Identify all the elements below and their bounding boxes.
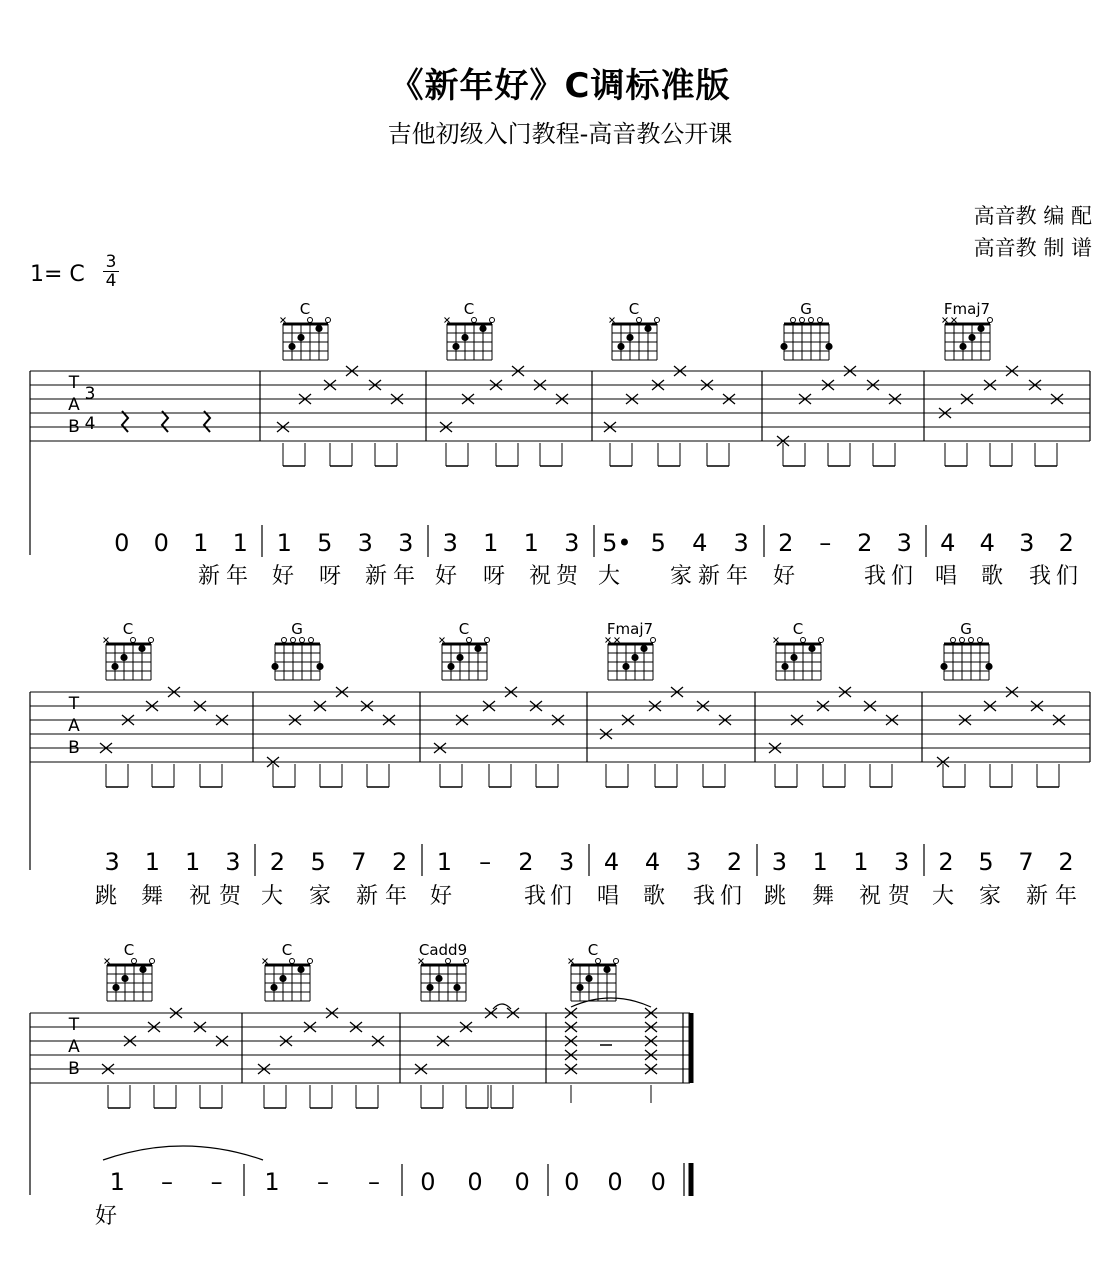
- chord-name: G: [291, 620, 303, 638]
- lyric-syllable: 祝: [528, 564, 551, 589]
- numbered-note: –: [317, 1168, 329, 1196]
- lyric-syllable: 歌: [642, 884, 665, 909]
- numbered-note: 2: [1058, 529, 1074, 557]
- lyric-syllable: 我: [523, 884, 546, 909]
- chord-name: C: [587, 941, 599, 959]
- numbered-note: 1: [812, 848, 828, 876]
- tab-staff-2: [30, 692, 1090, 762]
- lyric-syllable: 们: [890, 564, 913, 589]
- time-signature-top: 3: [105, 252, 117, 272]
- lyric-syllable: 我: [1028, 564, 1051, 589]
- lyric-syllable: 贺: [218, 884, 241, 909]
- numbered-note: 1: [184, 848, 201, 876]
- lyric-syllable: 家: [308, 884, 331, 909]
- numbered-note: 2: [269, 848, 286, 876]
- chord-name: Fmaj7: [606, 620, 654, 638]
- numbered-note: 2: [1058, 848, 1074, 876]
- lyric-syllable: 好: [434, 564, 457, 589]
- chord-name: Fmaj7: [943, 300, 991, 318]
- numbered-note: 3: [357, 529, 373, 557]
- numbered-note: 1: [109, 1168, 125, 1196]
- chord-diagram: [610, 300, 660, 360]
- numbered-note: 5: [650, 529, 666, 557]
- lyric-syllable: 跳: [763, 884, 786, 909]
- numbered-note: 0: [467, 1168, 483, 1196]
- numbered-note: 0: [114, 529, 130, 557]
- numbered-note: 0: [153, 529, 169, 557]
- song-title: 《新年好》C调标准版: [389, 66, 731, 106]
- rest-symbol: [162, 411, 168, 432]
- chord-name: C: [122, 620, 134, 638]
- numbered-note: 1: [853, 848, 869, 876]
- chord-diagram: [445, 300, 495, 360]
- lyric-syllable: 们: [549, 884, 572, 909]
- lyric-syllable: 呀: [482, 564, 505, 589]
- transcriber-credit: 高音教 制 谱: [973, 236, 1092, 260]
- numbered-note: 1: [193, 529, 209, 557]
- chord-diagram: [263, 941, 313, 1001]
- numbered-note: 1: [483, 529, 499, 557]
- tab-label: T: [68, 1015, 80, 1035]
- numbered-note: 1: [436, 848, 453, 876]
- rest-symbol: [204, 411, 210, 432]
- lyric-syllable: 大: [597, 564, 620, 589]
- numbered-note: 7: [351, 848, 367, 876]
- rest-symbol: [122, 411, 128, 432]
- numbered-note: 3: [733, 529, 749, 557]
- numbered-note: 3: [225, 848, 241, 876]
- lyric-syllable: 歌: [980, 564, 1003, 589]
- numbered-note: 3: [893, 848, 910, 876]
- lyric-syllable: 家: [669, 564, 692, 589]
- chord-diagram: [569, 941, 619, 1001]
- song-subtitle: 吉他初级入门教程-高音教公开课: [387, 120, 733, 148]
- numbered-note: 0: [607, 1168, 623, 1196]
- numbered-note: 1: [264, 1168, 280, 1196]
- lyric-syllable: 新: [697, 564, 720, 589]
- numbered-note: 1: [276, 529, 292, 557]
- numbered-note: 3: [771, 848, 788, 876]
- numbered-note: 0: [650, 1168, 666, 1196]
- lyric-syllable: 家: [978, 884, 1001, 909]
- lyric-syllable: 年: [725, 564, 748, 589]
- numbered-note: 2: [857, 529, 873, 557]
- chord-diagram: [780, 300, 832, 360]
- numbered-note: 3: [558, 848, 575, 876]
- numbered-note: 7: [1018, 848, 1034, 876]
- chord-name: C: [281, 941, 293, 959]
- numbered-note: 2: [518, 848, 534, 876]
- chord-diagram: [943, 300, 993, 360]
- slur: [103, 1146, 263, 1160]
- lyric-syllable: 们: [1055, 564, 1078, 589]
- tab-label: A: [68, 1037, 80, 1057]
- numbered-note: 4: [940, 529, 956, 557]
- numbered-note: 5: [978, 848, 994, 876]
- lyric-syllable: 舞: [811, 884, 834, 909]
- numbered-note: 0: [420, 1168, 436, 1196]
- time-signature-bottom: 4: [105, 271, 117, 291]
- tab-staff-1: [30, 371, 1090, 441]
- numbered-note: –: [210, 1168, 223, 1196]
- lyric-syllable: 好: [429, 884, 452, 909]
- numbered-note: 3: [685, 848, 702, 876]
- chord-diagram: [440, 620, 490, 680]
- numbered-note: 3: [104, 848, 120, 876]
- lyric-syllable: 祝: [858, 884, 881, 909]
- numbered-note: 2: [778, 529, 794, 557]
- tab-label: A: [68, 716, 80, 736]
- lyric-syllable: 好: [271, 564, 294, 589]
- chord-diagram: [940, 620, 992, 680]
- lyric-syllable: 大: [260, 884, 283, 909]
- lyric-syllable: 年: [384, 884, 407, 909]
- chord-name: G: [800, 300, 812, 318]
- chord-diagram: [606, 620, 656, 680]
- tab-time-top: 3: [84, 384, 96, 404]
- lyric-syllable: 舞: [140, 884, 163, 909]
- lyric-syllable: 我: [863, 564, 886, 589]
- numbered-note: 1: [523, 529, 539, 557]
- lyric-syllable: 唱: [596, 884, 619, 909]
- chord-name: C: [792, 620, 804, 638]
- tab-label: T: [68, 694, 80, 714]
- lyric-syllable: 贺: [887, 884, 910, 909]
- numbered-note: 3: [1019, 529, 1035, 557]
- numbered-note: 3: [442, 529, 458, 557]
- numbered-note: 1: [144, 848, 161, 876]
- arranger-credit: 高音教 编 配: [973, 204, 1092, 228]
- chord-name: Cadd9: [418, 941, 468, 959]
- lyric-syllable: 贺: [555, 564, 578, 589]
- chord-name: C: [458, 620, 470, 638]
- lyric-syllable: 新: [197, 564, 220, 589]
- numbered-note: 0: [514, 1168, 530, 1196]
- numbered-note: 1: [232, 529, 248, 557]
- chord-diagram: [105, 941, 155, 1001]
- chord-diagram: [419, 941, 469, 1001]
- chord-name: C: [463, 300, 475, 318]
- numbered-note: 5: [317, 529, 333, 557]
- lyric-syllable: 新: [364, 564, 387, 589]
- lyric-syllable: 祝: [188, 884, 211, 909]
- numbered-note: –: [367, 1168, 380, 1196]
- numbered-note: 4: [644, 848, 661, 876]
- numbered-note: –: [819, 529, 832, 557]
- lyric-syllable: 好: [772, 564, 795, 589]
- chord-name: G: [960, 620, 972, 638]
- key-signature: 1= C: [30, 262, 85, 287]
- chord-name: C: [299, 300, 311, 318]
- numbered-note: 2: [391, 848, 408, 876]
- lyric-syllable: 们: [719, 884, 742, 909]
- lyric-syllable: 新: [1025, 884, 1048, 909]
- tab-label: T: [68, 373, 80, 393]
- numbered-note: 2: [726, 848, 743, 876]
- numbered-note: 2: [938, 848, 954, 876]
- numbered-note: 4: [692, 529, 708, 557]
- lyric-syllable: 跳: [94, 884, 117, 909]
- numbered-note: 0: [564, 1168, 580, 1196]
- lyric-syllable: 呀: [318, 564, 341, 589]
- numbered-note: 5: [310, 848, 326, 876]
- tie: [571, 998, 651, 1007]
- chord-name: C: [628, 300, 640, 318]
- numbered-note: 3: [398, 529, 414, 557]
- chord-diagram: [774, 620, 824, 680]
- tab-label: A: [68, 395, 80, 415]
- lyric-syllable: 年: [392, 564, 415, 589]
- lyric-syllable: 大: [931, 884, 954, 909]
- lyric-syllable: 唱: [934, 564, 957, 589]
- chord-diagram: [104, 620, 154, 680]
- lyric-syllable: 年: [225, 564, 248, 589]
- chord-diagram: [281, 300, 331, 360]
- numbered-note: 5•: [602, 529, 632, 557]
- numbered-note: 3: [896, 529, 912, 557]
- numbered-note: 4: [603, 848, 620, 876]
- tab-label: B: [68, 1059, 80, 1079]
- lyric-syllable: 好: [94, 1204, 117, 1229]
- numbered-note: 4: [979, 529, 995, 557]
- lyric-syllable: 年: [1054, 884, 1077, 909]
- lyric-syllable: 新: [355, 884, 378, 909]
- numbered-note: 3: [564, 529, 580, 557]
- tab-label: B: [68, 417, 80, 437]
- tab-label: B: [68, 738, 80, 758]
- tab-time-bottom: 4: [84, 414, 96, 434]
- numbered-note: –: [479, 848, 492, 876]
- chord-diagram: [271, 620, 323, 680]
- numbered-note: –: [161, 1168, 173, 1196]
- chord-name: C: [123, 941, 135, 959]
- lyric-syllable: 我: [692, 884, 715, 909]
